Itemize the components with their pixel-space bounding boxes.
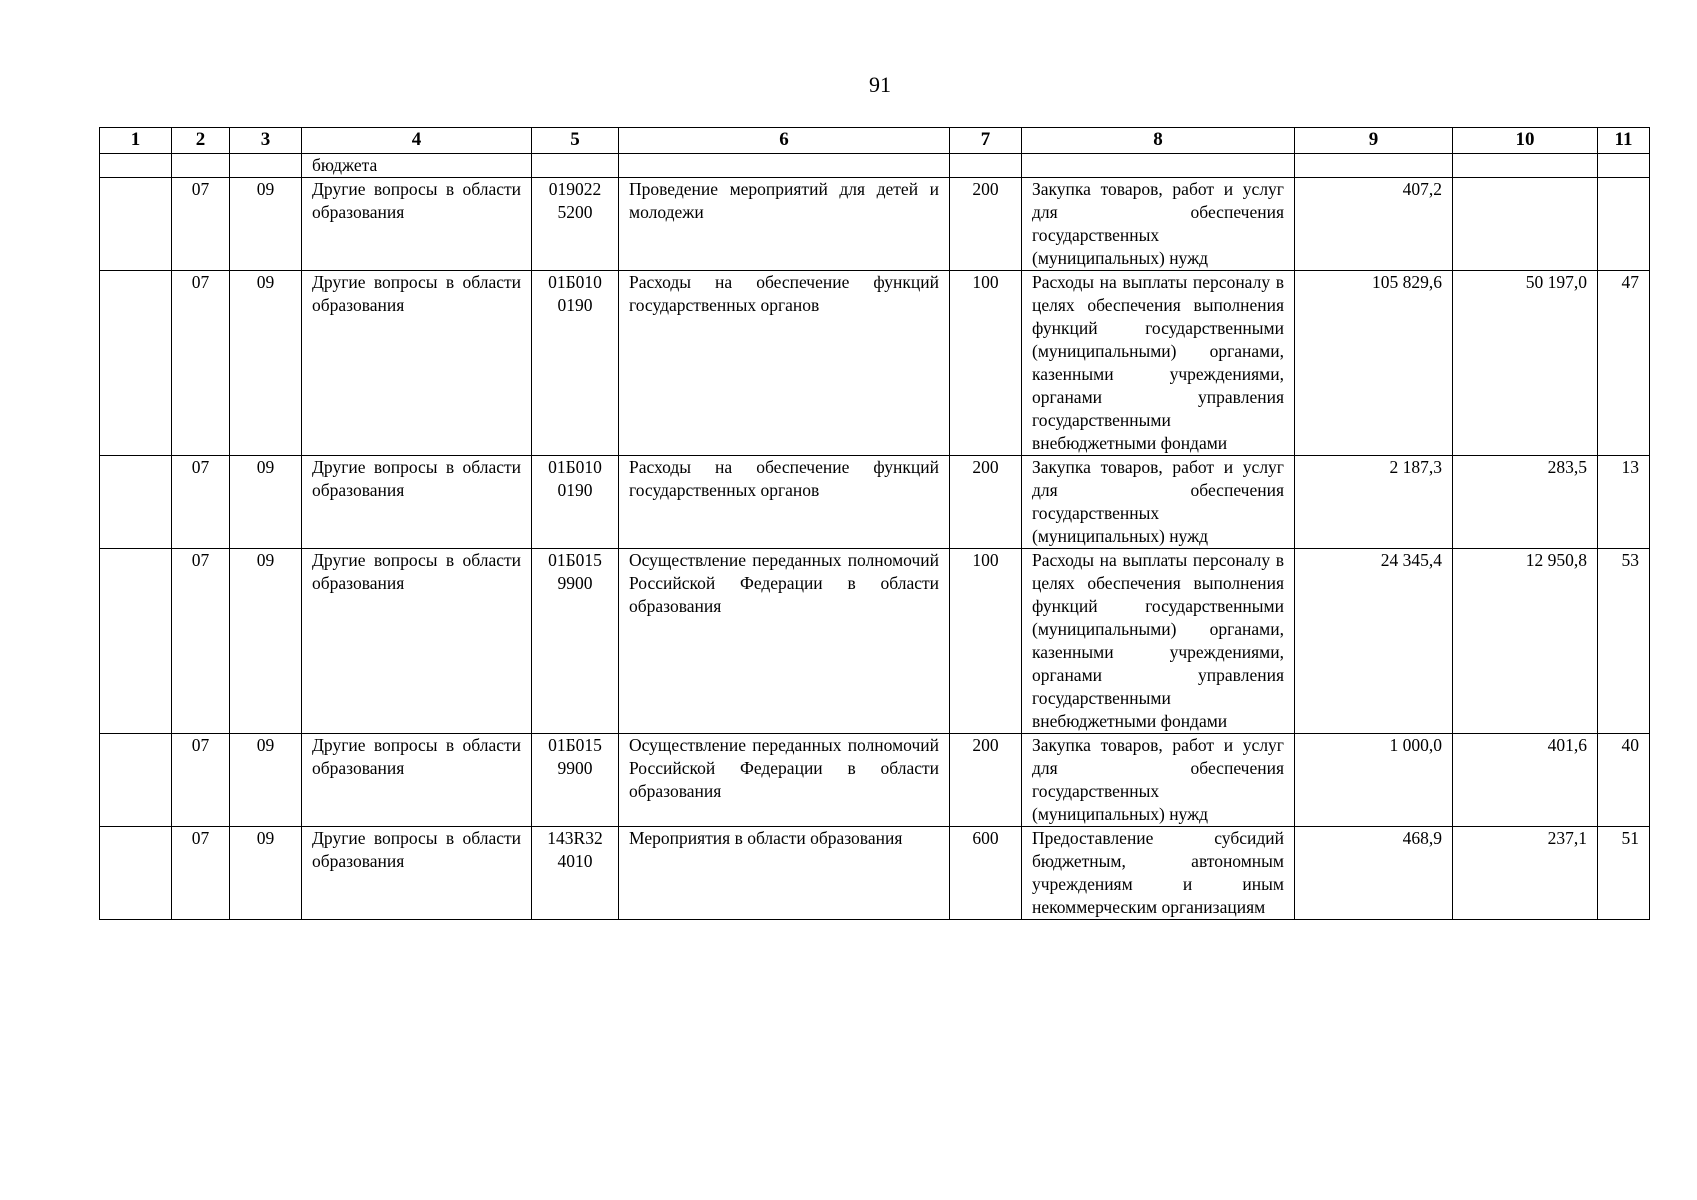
- cell-subsection: 09: [230, 827, 302, 920]
- cell-section: 07: [172, 549, 230, 734]
- cell-plan-amount: 2 187,3: [1295, 456, 1453, 549]
- column-header-1: 1: [100, 128, 172, 154]
- table-row: [100, 178, 1650, 271]
- cell-actual-amount: 283,5: [1453, 456, 1598, 549]
- column-header-4: 4: [302, 128, 532, 154]
- column-header-11: 11: [1598, 128, 1650, 154]
- cell-percent: 51: [1598, 827, 1650, 920]
- page-number: 91: [869, 72, 891, 97]
- cell-actual-amount: 12 950,8: [1453, 549, 1598, 734]
- cell-section-name: Другие вопросы в области образования: [302, 549, 532, 734]
- cell-expense-type: 600: [950, 827, 1022, 920]
- cell-target-name: Осуществление переданных полномочий Российской Федерации в области образования: [619, 734, 950, 827]
- table-row: [100, 734, 1650, 827]
- cell-target-name: Расходы на обеспечение функций государственных органов: [619, 456, 950, 549]
- cell-section: 07: [172, 178, 230, 271]
- cell-section: 07: [172, 734, 230, 827]
- cell-target-name: Мероприятия в области образования: [619, 827, 950, 920]
- header-row: [100, 128, 1650, 154]
- cell-target-code: 019022 5200: [532, 178, 619, 271]
- carry-over-row: [100, 154, 1650, 178]
- cell-actual-amount: [1453, 178, 1598, 271]
- cell-percent: 53: [1598, 549, 1650, 734]
- cell-section: 07: [172, 456, 230, 549]
- cell-section-name: Другие вопросы в области образования: [302, 178, 532, 271]
- column-header-8: 8: [1022, 128, 1295, 154]
- carry-over-text: бюджета: [302, 154, 532, 178]
- cell-target-name: Осуществление переданных полномочий Российской Федерации в области образования: [619, 549, 950, 734]
- cell-percent: 47: [1598, 271, 1650, 456]
- cell-expense-type: 100: [950, 549, 1022, 734]
- cell-plan-amount: 105 829,6: [1295, 271, 1453, 456]
- budget-table: [99, 127, 1650, 920]
- cell-expense-type: 200: [950, 734, 1022, 827]
- cell-plan-amount: 407,2: [1295, 178, 1453, 271]
- cell-expense-type: 200: [950, 178, 1022, 271]
- cell-target-name: Расходы на обеспечение функций государственных органов: [619, 271, 950, 456]
- cell-target-name: Проведение мероприятий для детей и молодежи: [619, 178, 950, 271]
- column-header-3: 3: [230, 128, 302, 154]
- column-header-7: 7: [950, 128, 1022, 154]
- cell-expense-description: Закупка товаров, работ и услуг для обеспечения государственных (муниципальных) нужд: [1022, 178, 1295, 271]
- table-row: [100, 271, 1650, 456]
- cell-section-name: Другие вопросы в области образования: [302, 271, 532, 456]
- cell-actual-amount: 237,1: [1453, 827, 1598, 920]
- cell-target-code: 01Б015 9900: [532, 734, 619, 827]
- table-row: [100, 827, 1650, 920]
- cell-subsection: 09: [230, 734, 302, 827]
- cell-section-name: Другие вопросы в области образования: [302, 456, 532, 549]
- cell-actual-amount: 50 197,0: [1453, 271, 1598, 456]
- cell-expense-description: Закупка товаров, работ и услуг для обеспечения государственных (муниципальных) нужд: [1022, 734, 1295, 827]
- cell-section-name: Другие вопросы в области образования: [302, 734, 532, 827]
- cell-section: 07: [172, 271, 230, 456]
- column-header-2: 2: [172, 128, 230, 154]
- cell-expense-type: 100: [950, 271, 1022, 456]
- table-row: [100, 549, 1650, 734]
- column-header-9: 9: [1295, 128, 1453, 154]
- cell-expense-description: Закупка товаров, работ и услуг для обеспечения государственных (муниципальных) нужд: [1022, 456, 1295, 549]
- cell-actual-amount: 401,6: [1453, 734, 1598, 827]
- cell-plan-amount: 24 345,4: [1295, 549, 1453, 734]
- cell-subsection: 09: [230, 178, 302, 271]
- cell-expense-description: Расходы на выплаты персоналу в целях обеспечения выполнения функций государственными (муниципальными) органами, казенными учреждениями, органами управления государственными внебюджетными фондами: [1022, 549, 1295, 734]
- cell-percent: 40: [1598, 734, 1650, 827]
- cell-plan-amount: 1 000,0: [1295, 734, 1453, 827]
- cell-expense-type: 200: [950, 456, 1022, 549]
- cell-target-code: 143R32 4010: [532, 827, 619, 920]
- cell-subsection: 09: [230, 271, 302, 456]
- column-header-5: 5: [532, 128, 619, 154]
- cell-plan-amount: 468,9: [1295, 827, 1453, 920]
- table-row: [100, 456, 1650, 549]
- cell-percent: 13: [1598, 456, 1650, 549]
- cell-percent: [1598, 178, 1650, 271]
- cell-target-code: 01Б010 0190: [532, 456, 619, 549]
- cell-target-code: 01Б015 9900: [532, 549, 619, 734]
- column-header-10: 10: [1453, 128, 1598, 154]
- cell-subsection: 09: [230, 456, 302, 549]
- cell-expense-description: Расходы на выплаты персоналу в целях обеспечения выполнения функций государственными (муниципальными) органами, казенными учреждениями, органами управления государственными внебюджетными фондами: [1022, 271, 1295, 456]
- cell-section-name: Другие вопросы в области образования: [302, 827, 532, 920]
- cell-target-code: 01Б010 0190: [532, 271, 619, 456]
- column-header-6: 6: [619, 128, 950, 154]
- cell-section: 07: [172, 827, 230, 920]
- cell-expense-description: Предоставление субсидий бюджетным, автономным учреждениям и иным некоммерческим организациям: [1022, 827, 1295, 920]
- cell-subsection: 09: [230, 549, 302, 734]
